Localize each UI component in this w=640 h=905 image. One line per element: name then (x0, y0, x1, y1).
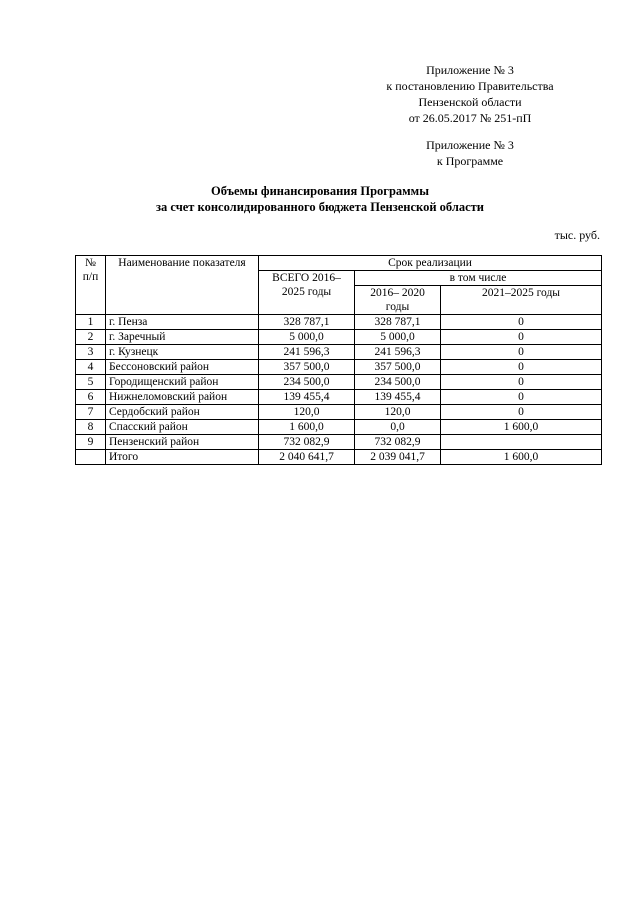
row-name: г. Кузнецк (106, 345, 259, 360)
row-total: 5 000,0 (259, 330, 355, 345)
header-period-2: 2021–2025 годы (441, 286, 602, 315)
row-num (76, 450, 106, 465)
row-num: 9 (76, 435, 106, 450)
row-name: Городищенский район (106, 375, 259, 390)
row-total: 1 600,0 (259, 420, 355, 435)
row-total: 357 500,0 (259, 360, 355, 375)
header-period: Срок реализации (259, 256, 602, 271)
appendix-reference: к Программе (436, 154, 504, 168)
row-period-2: 1 600,0 (441, 450, 602, 465)
row-total: 241 596,3 (259, 345, 355, 360)
row-num: 3 (76, 345, 106, 360)
row-period-2: 0 (441, 360, 602, 375)
row-period-2: 0 (441, 345, 602, 360)
appendix-number: Приложение № 3 (426, 63, 514, 77)
row-period-2: 0 (441, 315, 602, 330)
table-row (76, 435, 602, 450)
row-num: 1 (76, 315, 106, 330)
row-num: 5 (76, 375, 106, 390)
row-total: 234 500,0 (259, 375, 355, 390)
row-num: 4 (76, 360, 106, 375)
row-period-1: 2 039 041,7 (355, 450, 441, 465)
header-name: Наименование показателя (106, 256, 259, 315)
table-row (76, 450, 602, 465)
table-row (76, 390, 602, 405)
row-name: Нижнеломовский район (106, 390, 259, 405)
table-header-row (76, 256, 602, 271)
row-total: 120,0 (259, 405, 355, 420)
row-period-1: 120,0 (355, 405, 441, 420)
table-row (76, 360, 602, 375)
row-name: Бессоновский район (106, 360, 259, 375)
row-name: Итого (106, 450, 259, 465)
row-num: 2 (76, 330, 106, 345)
header-including: в том числе (355, 271, 602, 286)
row-name: Пензенский район (106, 435, 259, 450)
table-row (76, 375, 602, 390)
row-total: 2 040 641,7 (259, 450, 355, 465)
row-total: 732 082,9 (259, 435, 355, 450)
row-period-1: 234 500,0 (355, 375, 441, 390)
header-period-1: 2016– 2020 годы (355, 286, 441, 315)
row-period-1: 328 787,1 (355, 315, 441, 330)
row-period-2: 0 (441, 330, 602, 345)
row-total: 328 787,1 (259, 315, 355, 330)
appendix-header-program (400, 137, 540, 169)
header-num: № п/п (76, 256, 106, 315)
table-row (76, 330, 602, 345)
units-label: тыс. руб. (554, 228, 600, 242)
row-period-1: 139 455,4 (355, 390, 441, 405)
row-name: Сердобский район (106, 405, 259, 420)
row-period-2 (441, 435, 602, 450)
row-period-1: 5 000,0 (355, 330, 441, 345)
title-line: за счет консолидированного бюджета Пензенской области (156, 200, 484, 214)
row-name: Спасский район (106, 420, 259, 435)
row-num: 7 (76, 405, 106, 420)
financing-table (75, 255, 602, 465)
header-total: ВСЕГО 2016– 2025 годы (259, 271, 355, 315)
row-name: г. Заречный (106, 330, 259, 345)
title-line: Объемы финансирования Программы (211, 184, 429, 198)
appendix-header-resolution (370, 62, 570, 126)
row-period-2: 0 (441, 405, 602, 420)
row-total: 139 455,4 (259, 390, 355, 405)
appendix-date-number: от 26.05.2017 № 251-пП (408, 111, 532, 125)
row-period-1: 0,0 (355, 420, 441, 435)
row-period-2: 1 600,0 (441, 420, 602, 435)
table-row (76, 315, 602, 330)
row-period-1: 241 596,3 (355, 345, 441, 360)
appendix-number: Приложение № 3 (426, 138, 514, 152)
table-row (76, 405, 602, 420)
table-row (76, 345, 602, 360)
row-num: 6 (76, 390, 106, 405)
table-row (76, 420, 602, 435)
row-period-2: 0 (441, 375, 602, 390)
appendix-reference: к постановлению Правительства (386, 79, 554, 93)
row-num: 8 (76, 420, 106, 435)
row-name: г. Пенза (106, 315, 259, 330)
row-period-1: 732 082,9 (355, 435, 441, 450)
document-title (80, 183, 560, 215)
appendix-region: Пензенской области (418, 95, 522, 109)
row-period-1: 357 500,0 (355, 360, 441, 375)
row-period-2: 0 (441, 390, 602, 405)
